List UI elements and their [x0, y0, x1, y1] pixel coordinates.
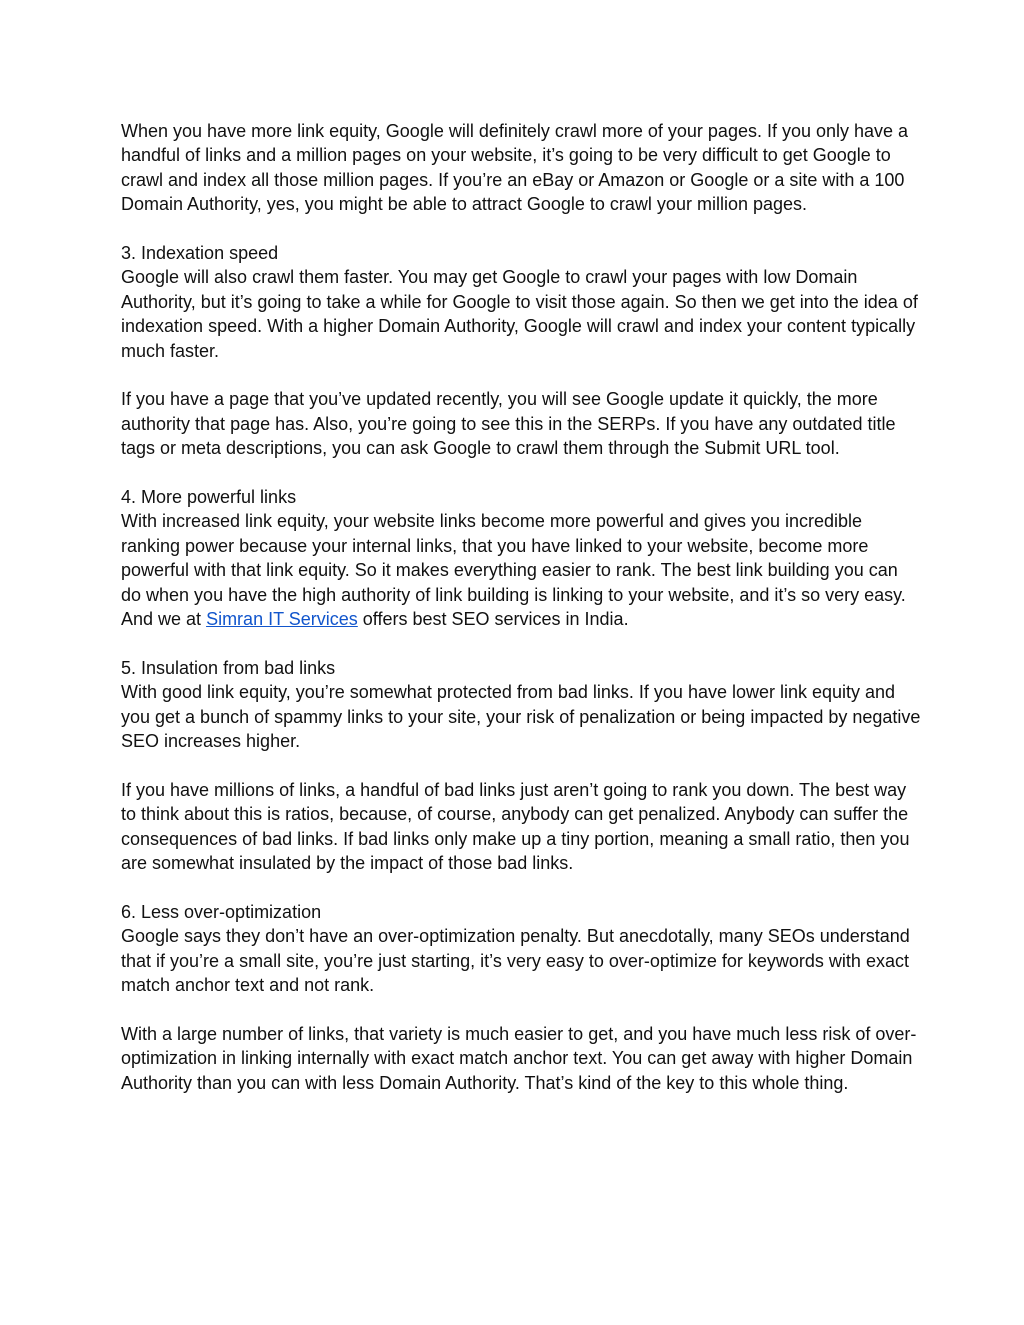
section-less-over-optimization: [121, 900, 921, 998]
indexation-speed-paragraph-2: [121, 387, 921, 460]
paragraph-text: With a large number of links, that variety is much easier to get, and you have much less risk of over-optimization in linking internally with exact match anchor text. You can get away with higher Domain Authority than you can with less Domain Authority. That’s kind of the key to this whole thing.: [121, 1023, 917, 1093]
paragraph-text: [121, 509, 921, 631]
paragraph-text: Google will also crawl them faster. You may get Google to crawl your pages with low Domain Authority, but it’s going to take a while for Google to visit those again. So then we get into the idea of indexation speed. With a higher Domain Authority, Google will crawl and index your content typically much faster.: [121, 267, 918, 361]
document-page: [121, 119, 921, 1120]
paragraph-text: If you have millions of links, a handful of bad links just aren’t going to rank you down. The best way to think about this is ratios, because, of course, anybody can get penalized. Anybody can suffer the consequences of bad links. If bad links only make up a tiny portion, meaning a small ratio, then you are somewhat insulated by the impact of those bad links.: [121, 779, 910, 874]
paragraph-text: Google says they don’t have an over-optimization penalty. But anecdotally, many SEOs understand that if you’re a small site, you’re just starting, it’s very easy to over-optimize for keywords with exact match anchor text and not rank.: [121, 926, 910, 996]
section-heading: 4. More powerful links: [121, 487, 297, 508]
section-more-powerful-links: [121, 485, 921, 631]
paragraph-text: If you have a page that you’ve updated recently, you will see Google update it quickly, the more authority that page has. Also, you’re going to see this in the SERPs. If you have any outdated title tags or meta descriptions, you can ask Google to crawl them through the Submit URL tool.: [121, 389, 896, 459]
section-heading: 6. Less over-optimization: [121, 901, 322, 922]
simran-it-services-link[interactable]: Simran IT Services: [206, 609, 358, 630]
section-heading: 5. Insulation from bad links: [121, 657, 336, 678]
paragraph-text: When you have more link equity, Google will definitely crawl more of your pages. If you only have a handful of links and a million pages on your website, it’s going to be very difficult to get Google to crawl and index all those million pages. If you’re an eBay or Amazon or Google or a site with a 100 Domain Authority, yes, you might be able to attract Google to crawl your million pages.: [121, 121, 909, 215]
paragraph-text-end: offers best SEO services in India.: [357, 609, 629, 630]
paragraph-text-start: With increased link equity, your website links become more powerful and gives you incredible ranking power because your internal links, that you have linked to your website, become more powerful with that link equity. So it makes everything easier to rank. The best link building you can do when you have the high authority of link building is linking to your website, and it’s so very easy. And we at: [121, 511, 906, 630]
section-indexation-speed: [121, 241, 921, 363]
section-insulation-from-bad-links: [121, 656, 921, 754]
insulation-paragraph-2: [121, 778, 921, 876]
over-optimization-paragraph-2: [121, 1022, 921, 1095]
section-heading: 3. Indexation speed: [121, 243, 279, 264]
paragraph-text: With good link equity, you’re somewhat protected from bad links. If you have lower link equity and you get a bunch of spammy links to your site, your risk of penalization or being impacted by negative SEO increases higher.: [121, 682, 921, 752]
intro-paragraph: [121, 119, 921, 217]
